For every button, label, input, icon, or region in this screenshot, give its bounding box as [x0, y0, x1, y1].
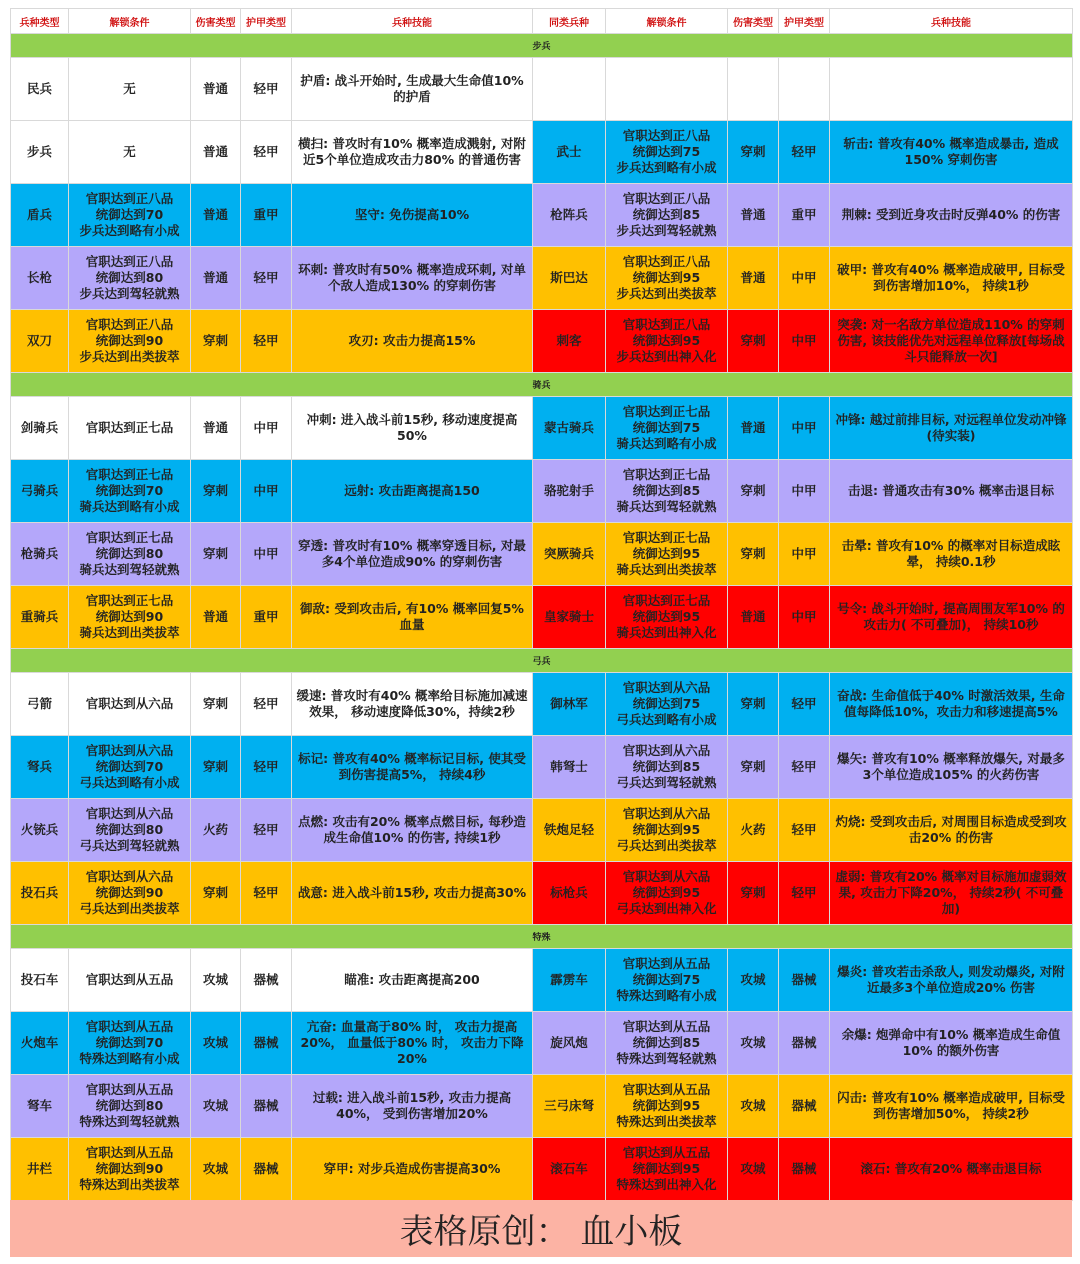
similar-unit-skill: 荆棘: 受到近身攻击时反弹40% 的伤害: [830, 184, 1073, 247]
unlock-condition-line: 统御达到70: [95, 482, 164, 498]
similar-damage-type: 普通: [728, 586, 779, 649]
unlock-condition-line: 官职达到正七品: [85, 592, 174, 608]
table-row: [11, 673, 1073, 736]
unlock-condition-line: 特殊达到驾轻就熟: [79, 1114, 180, 1130]
unlock-condition-line: 统御达到85: [632, 206, 701, 222]
unlock-condition-line: 弓兵达到略有小成: [616, 712, 717, 728]
unlock-condition-line: 官职达到正七品: [622, 529, 711, 545]
unit-name: 井栏: [11, 1138, 69, 1201]
table-row: [11, 397, 1073, 460]
header-row: [11, 9, 1073, 34]
unlock-condition-line: 官职达到从五品: [622, 1081, 711, 1097]
unlock-condition-line: 步兵达到驾轻就熟: [79, 286, 180, 302]
damage-type: 普通: [191, 184, 241, 247]
unlock-condition-line: 统御达到70: [95, 1034, 164, 1050]
similar-unit-name: [533, 58, 606, 121]
unlock-condition-line: 统御达到95: [632, 1097, 701, 1113]
unit-skill: 护盾: 战斗开始时, 生成最大生命值10%的护盾: [292, 58, 533, 121]
unit-table-container: [10, 8, 1072, 1201]
unlock-condition-line: 统御达到85: [632, 758, 701, 774]
unlock-condition-line: 骑兵达到出类拔萃: [79, 625, 180, 641]
unlock-condition-line: 统御达到95: [632, 269, 701, 285]
section-header-row: [11, 34, 1073, 58]
unlock-condition-line: 步兵达到略有小成: [79, 223, 180, 239]
unit-skill: 瞄准: 攻击距离提高200: [292, 949, 533, 1012]
similar-unit-name: 霹雳车: [533, 949, 606, 1012]
unlock-condition-line: 无: [123, 80, 136, 96]
unit-skill: 穿甲: 对步兵造成伤害提高30%: [292, 1138, 533, 1201]
unlock-condition-line: 官职达到正七品: [85, 466, 174, 482]
unlock-condition-line: 弓兵达到驾轻就熟: [616, 775, 717, 791]
similar-unlock-condition: [606, 58, 728, 121]
similar-unit-name: 骆驼射手: [533, 460, 606, 523]
unlock-condition-line: 统御达到90: [95, 608, 164, 624]
similar-armor-type: 器械: [779, 1138, 830, 1201]
header-armor-type: 护甲类型: [241, 9, 292, 34]
unit-skill: 亢奋: 血量高于80% 时， 攻击力提高20%， 血量低于80% 时， 攻击力下降20%: [292, 1012, 533, 1075]
similar-unlock-condition: [606, 247, 728, 310]
similar-unit-name: 刺客: [533, 310, 606, 373]
unit-skill: 横扫: 普攻时有10% 概率造成溅射, 对附近5个单位造成攻击力80% 的普通伤害: [292, 121, 533, 184]
similar-unit-name: 蒙古骑兵: [533, 397, 606, 460]
header-unit-skill: 兵种技能: [292, 9, 533, 34]
unit-skill: 坚守: 免伤提高10%: [292, 184, 533, 247]
unlock-condition-line: 骑兵达到出神入化: [616, 625, 717, 641]
similar-armor-type: 重甲: [779, 184, 830, 247]
similar-armor-type: 器械: [779, 1075, 830, 1138]
header-damage-type: 伤害类型: [191, 9, 241, 34]
similar-unit-name: 御林军: [533, 673, 606, 736]
unit-name: 弓箭: [11, 673, 69, 736]
similar-unit-name: 韩弩士: [533, 736, 606, 799]
unit-skill: 战意: 进入战斗前15秒, 攻击力提高30%: [292, 862, 533, 925]
table-row: [11, 184, 1073, 247]
table-row: [11, 247, 1073, 310]
unit-name: 重骑兵: [11, 586, 69, 649]
unlock-condition-line: 步兵达到略有小成: [616, 160, 717, 176]
similar-damage-type: [728, 58, 779, 121]
damage-type: 穿刺: [191, 736, 241, 799]
similar-armor-type: 中甲: [779, 460, 830, 523]
similar-unlock-condition: [606, 184, 728, 247]
similar-armor-type: 中甲: [779, 586, 830, 649]
similar-damage-type: 穿刺: [728, 862, 779, 925]
unlock-condition-line: 官职达到从六品: [622, 805, 711, 821]
similar-damage-type: 穿刺: [728, 736, 779, 799]
unlock-condition-line: 统御达到80: [95, 1097, 164, 1113]
damage-type: 普通: [191, 247, 241, 310]
similar-damage-type: 普通: [728, 184, 779, 247]
unlock-condition-line: 官职达到从五品: [622, 1144, 711, 1160]
armor-type: 轻甲: [241, 736, 292, 799]
unlock-condition-line: 官职达到正八品: [622, 253, 711, 269]
unit-skill: 标记: 普攻有40% 概率标记目标, 使其受到伤害提高5%， 持续4秒: [292, 736, 533, 799]
unlock-condition-line: 官职达到正七品: [622, 466, 711, 482]
unlock-condition-line: 无: [123, 143, 136, 159]
header-unlock-condition: 解锁条件: [69, 9, 191, 34]
unlock-condition-line: 官职达到从六品: [85, 695, 174, 711]
unit-name: 民兵: [11, 58, 69, 121]
section-title: 骑兵: [11, 373, 1073, 397]
unit-name: 双刀: [11, 310, 69, 373]
unit-skill: 点燃: 攻击有20% 概率点燃目标, 每秒造成生命值10% 的伤害, 持续1秒: [292, 799, 533, 862]
unit-skill: 攻刃: 攻击力提高15%: [292, 310, 533, 373]
unlock-condition-line: 特殊达到略有小成: [79, 1051, 180, 1067]
similar-unit-skill: 闪击: 普攻有10% 概率造成破甲, 目标受到伤害增加50%， 持续2秒: [830, 1075, 1073, 1138]
similar-unit-skill: 奋战: 生命值低于40% 时激活效果, 生命值每降低10%，攻击力和移速提高5%: [830, 673, 1073, 736]
section-title: 弓兵: [11, 649, 1073, 673]
unlock-condition-line: 官职达到正七品: [85, 529, 174, 545]
similar-unit-name: 铁炮足轻: [533, 799, 606, 862]
damage-type: 普通: [191, 586, 241, 649]
similar-unlock-condition: [606, 397, 728, 460]
table-row: [11, 460, 1073, 523]
similar-unit-skill: 余爆: 炮弹命中有10% 概率造成生命值10% 的额外伤害: [830, 1012, 1073, 1075]
table-row: [11, 523, 1073, 586]
unlock-condition-line: 骑兵达到驾轻就熟: [616, 499, 717, 515]
similar-damage-type: 穿刺: [728, 310, 779, 373]
similar-damage-type: 穿刺: [728, 460, 779, 523]
similar-armor-type: 轻甲: [779, 862, 830, 925]
unlock-condition-line: 统御达到95: [632, 884, 701, 900]
unlock-condition-line: 弓兵达到出类拔萃: [79, 901, 180, 917]
similar-armor-type: 器械: [779, 1012, 830, 1075]
unlock-condition: [69, 460, 191, 523]
unit-skill: 御敌: 受到攻击后, 有10% 概率回复5% 血量: [292, 586, 533, 649]
unlock-condition-line: 步兵达到出类拔萃: [616, 286, 717, 302]
similar-unit-name: 标枪兵: [533, 862, 606, 925]
unlock-condition-line: 官职达到正八品: [85, 190, 174, 206]
unlock-condition: [69, 310, 191, 373]
similar-armor-type: 中甲: [779, 247, 830, 310]
similar-unlock-condition: [606, 673, 728, 736]
unlock-condition-line: 弓兵达到驾轻就熟: [79, 838, 180, 854]
similar-unit-name: 斯巴达: [533, 247, 606, 310]
similar-armor-type: 轻甲: [779, 799, 830, 862]
similar-armor-type: [779, 58, 830, 121]
similar-unit-name: 滚石车: [533, 1138, 606, 1201]
unlock-condition-line: 骑兵达到驾轻就熟: [79, 562, 180, 578]
unlock-condition-line: 统御达到95: [632, 608, 701, 624]
section-header-row: [11, 649, 1073, 673]
unlock-condition-line: 官职达到正八品: [85, 316, 174, 332]
similar-unlock-condition: [606, 586, 728, 649]
similar-armor-type: 中甲: [779, 397, 830, 460]
damage-type: 普通: [191, 121, 241, 184]
damage-type: 穿刺: [191, 673, 241, 736]
header-damage-type-2: 伤害类型: [728, 9, 779, 34]
damage-type: 火药: [191, 799, 241, 862]
unlock-condition-line: 骑兵达到略有小成: [616, 436, 717, 452]
unit-table: [10, 8, 1073, 1201]
similar-unit-skill: 突袭: 对一名敌方单位造成110% 的穿刺伤害, 该技能优先对远程单位释放[每场战斗只能释放一次]: [830, 310, 1073, 373]
unlock-condition-line: 官职达到从六品: [622, 868, 711, 884]
unlock-condition-line: 特殊达到出神入化: [616, 1177, 717, 1193]
damage-type: 攻城: [191, 1012, 241, 1075]
table-row: [11, 310, 1073, 373]
table-body: [11, 34, 1073, 1201]
damage-type: 攻城: [191, 949, 241, 1012]
damage-type: 普通: [191, 397, 241, 460]
armor-type: 重甲: [241, 586, 292, 649]
similar-unit-name: 突厥骑兵: [533, 523, 606, 586]
unlock-condition: [69, 949, 191, 1012]
similar-unit-skill: 滚石: 普攻有20% 概率击退目标: [830, 1138, 1073, 1201]
similar-unlock-condition: [606, 1138, 728, 1201]
unlock-condition: [69, 58, 191, 121]
unlock-condition-line: 统御达到95: [632, 1160, 701, 1176]
unlock-condition-line: 特殊达到出类拔萃: [79, 1177, 180, 1193]
table-row: [11, 1138, 1073, 1201]
unlock-condition-line: 骑兵达到出类拔萃: [616, 562, 717, 578]
unlock-condition-line: 统御达到75: [632, 143, 701, 159]
table-row: [11, 799, 1073, 862]
unit-name: 投石兵: [11, 862, 69, 925]
armor-type: 轻甲: [241, 247, 292, 310]
similar-damage-type: 攻城: [728, 1012, 779, 1075]
unlock-condition-line: 官职达到正七品: [622, 592, 711, 608]
armor-type: 器械: [241, 1138, 292, 1201]
table-row: [11, 1075, 1073, 1138]
similar-unit-name: 旋风炮: [533, 1012, 606, 1075]
similar-damage-type: 攻城: [728, 949, 779, 1012]
unlock-condition-line: 统御达到95: [632, 821, 701, 837]
similar-damage-type: 攻城: [728, 1138, 779, 1201]
table-row: [11, 949, 1073, 1012]
similar-armor-type: 轻甲: [779, 673, 830, 736]
similar-damage-type: 普通: [728, 397, 779, 460]
unlock-condition-line: 统御达到70: [95, 758, 164, 774]
armor-type: 轻甲: [241, 58, 292, 121]
similar-unlock-condition: [606, 460, 728, 523]
damage-type: 普通: [191, 58, 241, 121]
unlock-condition-line: 统御达到70: [95, 206, 164, 222]
unlock-condition-line: 步兵达到出神入化: [616, 349, 717, 365]
similar-armor-type: 器械: [779, 949, 830, 1012]
unlock-condition-line: 统御达到90: [95, 332, 164, 348]
similar-unit-skill: 虚弱: 普攻有20% 概率对目标施加虚弱效果, 攻击力下降20%， 持续2秒( 不可叠加): [830, 862, 1073, 925]
unlock-condition-line: 特殊达到出类拔萃: [616, 1114, 717, 1130]
armor-type: 器械: [241, 1075, 292, 1138]
unit-name: 步兵: [11, 121, 69, 184]
table-row: [11, 862, 1073, 925]
similar-unlock-condition: [606, 523, 728, 586]
unlock-condition: [69, 121, 191, 184]
unit-name: 枪骑兵: [11, 523, 69, 586]
unlock-condition: [69, 673, 191, 736]
unit-name: 火铳兵: [11, 799, 69, 862]
unlock-condition: [69, 247, 191, 310]
armor-type: 器械: [241, 949, 292, 1012]
armor-type: 中甲: [241, 460, 292, 523]
unlock-condition: [69, 586, 191, 649]
unlock-condition-line: 统御达到85: [632, 1034, 701, 1050]
header-unit-skill-2: 兵种技能: [830, 9, 1073, 34]
unlock-condition-line: 官职达到正八品: [622, 127, 711, 143]
similar-unit-skill: 号令: 战斗开始时, 提高周围友军10% 的攻击力( 不可叠加)， 持续10秒: [830, 586, 1073, 649]
unit-skill: 冲刺: 进入战斗前15秒, 移动速度提高50%: [292, 397, 533, 460]
unlock-condition: [69, 1012, 191, 1075]
unlock-condition-line: 官职达到从五品: [622, 955, 711, 971]
unlock-condition-line: 官职达到从五品: [85, 1081, 174, 1097]
damage-type: 攻城: [191, 1075, 241, 1138]
unlock-condition: [69, 799, 191, 862]
unlock-condition-line: 特殊达到略有小成: [616, 988, 717, 1004]
similar-unlock-condition: [606, 949, 728, 1012]
unlock-condition-line: 弓兵达到出神入化: [616, 901, 717, 917]
similar-unit-skill: [830, 58, 1073, 121]
similar-damage-type: 普通: [728, 247, 779, 310]
unlock-condition: [69, 523, 191, 586]
unlock-condition-line: 步兵达到出类拔萃: [79, 349, 180, 365]
unlock-condition-line: 统御达到85: [632, 482, 701, 498]
similar-unit-skill: 冲锋: 越过前排目标, 对远程单位发动冲锋(待实装): [830, 397, 1073, 460]
similar-damage-type: 穿刺: [728, 523, 779, 586]
similar-unit-skill: 破甲: 普攻有40% 概率造成破甲, 目标受到伤害增加10%， 持续1秒: [830, 247, 1073, 310]
table-row: [11, 1012, 1073, 1075]
unlock-condition-line: 官职达到从六品: [85, 742, 174, 758]
armor-type: 轻甲: [241, 799, 292, 862]
unlock-condition-line: 统御达到95: [632, 545, 701, 561]
section-title: 特殊: [11, 925, 1073, 949]
unlock-condition-line: 统御达到80: [95, 821, 164, 837]
unlock-condition-line: 官职达到正八品: [85, 253, 174, 269]
unlock-condition-line: 骑兵达到略有小成: [79, 499, 180, 515]
similar-unit-name: 武士: [533, 121, 606, 184]
similar-unit-skill: 击退: 普通攻击有30% 概率击退目标: [830, 460, 1073, 523]
section-header-row: [11, 373, 1073, 397]
unlock-condition-line: 官职达到从六品: [622, 679, 711, 695]
armor-type: 轻甲: [241, 121, 292, 184]
damage-type: 穿刺: [191, 862, 241, 925]
similar-unlock-condition: [606, 736, 728, 799]
footer-credit: 表格原创： 血小板: [10, 1200, 1072, 1257]
similar-unlock-condition: [606, 1012, 728, 1075]
similar-unlock-condition: [606, 310, 728, 373]
unlock-condition-line: 步兵达到驾轻就熟: [616, 223, 717, 239]
unlock-condition-line: 官职达到正七品: [622, 403, 711, 419]
armor-type: 器械: [241, 1012, 292, 1075]
armor-type: 轻甲: [241, 673, 292, 736]
damage-type: 攻城: [191, 1138, 241, 1201]
unlock-condition-line: 统御达到90: [95, 884, 164, 900]
unlock-condition-line: 官职达到正七品: [85, 419, 174, 435]
section-header-row: [11, 925, 1073, 949]
unit-name: 弩车: [11, 1075, 69, 1138]
unlock-condition-line: 统御达到80: [95, 545, 164, 561]
unlock-condition-line: 官职达到从五品: [85, 971, 174, 987]
similar-unit-skill: 击晕: 普攻有10% 的概率对目标造成眩晕， 持续0.1秒: [830, 523, 1073, 586]
armor-type: 中甲: [241, 523, 292, 586]
unit-name: 弩兵: [11, 736, 69, 799]
similar-unit-skill: 灼烧: 受到攻击后, 对周围目标造成受到攻击20% 的伤害: [830, 799, 1073, 862]
similar-damage-type: 火药: [728, 799, 779, 862]
unlock-condition-line: 官职达到正八品: [622, 316, 711, 332]
armor-type: 轻甲: [241, 310, 292, 373]
unit-skill: 穿透: 普攻时有10% 概率穿透目标, 对最多4个单位造成90% 的穿刺伤害: [292, 523, 533, 586]
table-row: [11, 736, 1073, 799]
unlock-condition-line: 特殊达到驾轻就熟: [616, 1051, 717, 1067]
unlock-condition: [69, 1075, 191, 1138]
unit-name: 火炮车: [11, 1012, 69, 1075]
similar-unlock-condition: [606, 862, 728, 925]
unlock-condition-line: 官职达到从五品: [85, 1144, 174, 1160]
similar-damage-type: 穿刺: [728, 121, 779, 184]
unlock-condition-line: 统御达到80: [95, 269, 164, 285]
header-similar-unit: 同类兵种: [533, 9, 606, 34]
armor-type: 轻甲: [241, 862, 292, 925]
unit-skill: 过载: 进入战斗前15秒, 攻击力提高40%， 受到伤害增加20%: [292, 1075, 533, 1138]
unlock-condition-line: 官职达到从六品: [85, 868, 174, 884]
similar-unit-skill: 爆炎: 普攻若击杀敌人, 则发动爆炎, 对附近最多3个单位造成20% 伤害: [830, 949, 1073, 1012]
similar-armor-type: 中甲: [779, 310, 830, 373]
similar-unit-skill: 斩击: 普攻有40% 概率造成暴击, 造成150% 穿刺伤害: [830, 121, 1073, 184]
damage-type: 穿刺: [191, 310, 241, 373]
unit-name: 弓骑兵: [11, 460, 69, 523]
unit-name: 投石车: [11, 949, 69, 1012]
unlock-condition-line: 官职达到正八品: [622, 190, 711, 206]
unit-name: 长枪: [11, 247, 69, 310]
unlock-condition-line: 官职达到从五品: [85, 1018, 174, 1034]
unlock-condition-line: 统御达到95: [632, 332, 701, 348]
similar-armor-type: 轻甲: [779, 736, 830, 799]
similar-unlock-condition: [606, 121, 728, 184]
table-row: [11, 586, 1073, 649]
similar-armor-type: 轻甲: [779, 121, 830, 184]
unlock-condition-line: 弓兵达到出类拔萃: [616, 838, 717, 854]
similar-unlock-condition: [606, 1075, 728, 1138]
unlock-condition-line: 官职达到从六品: [85, 805, 174, 821]
unlock-condition: [69, 736, 191, 799]
unit-skill: 环刺: 普攻时有50% 概率造成环刺, 对单个敌人造成130% 的穿刺伤害: [292, 247, 533, 310]
unlock-condition-line: 官职达到从五品: [622, 1018, 711, 1034]
similar-unit-name: 枪阵兵: [533, 184, 606, 247]
unlock-condition: [69, 1138, 191, 1201]
similar-armor-type: 中甲: [779, 523, 830, 586]
table-row: [11, 121, 1073, 184]
damage-type: 穿刺: [191, 523, 241, 586]
unlock-condition: [69, 862, 191, 925]
similar-unit-name: 皇家骑士: [533, 586, 606, 649]
unlock-condition-line: 统御达到90: [95, 1160, 164, 1176]
section-title: 步兵: [11, 34, 1073, 58]
armor-type: 中甲: [241, 397, 292, 460]
armor-type: 重甲: [241, 184, 292, 247]
header-unit-type: 兵种类型: [11, 9, 69, 34]
similar-unit-name: 三弓床弩: [533, 1075, 606, 1138]
unit-name: 剑骑兵: [11, 397, 69, 460]
unit-skill: 缓速: 普攻时有40% 概率给目标施加减速效果， 移动速度降低30%，持续2秒: [292, 673, 533, 736]
unlock-condition-line: 统御达到75: [632, 695, 701, 711]
unit-name: 盾兵: [11, 184, 69, 247]
similar-unlock-condition: [606, 799, 728, 862]
similar-damage-type: 穿刺: [728, 673, 779, 736]
unlock-condition-line: 统御达到75: [632, 419, 701, 435]
header-armor-type-2: 护甲类型: [779, 9, 830, 34]
unlock-condition-line: 统御达到75: [632, 971, 701, 987]
unlock-condition: [69, 397, 191, 460]
damage-type: 穿刺: [191, 460, 241, 523]
unlock-condition: [69, 184, 191, 247]
unlock-condition-line: 官职达到从六品: [622, 742, 711, 758]
unit-skill: 远射: 攻击距离提高150: [292, 460, 533, 523]
table-row: [11, 58, 1073, 121]
similar-damage-type: 攻城: [728, 1075, 779, 1138]
similar-unit-skill: 爆矢: 普攻有10% 概率释放爆矢, 对最多3个单位造成105% 的火药伤害: [830, 736, 1073, 799]
header-unlock-condition-2: 解锁条件: [606, 9, 728, 34]
unlock-condition-line: 弓兵达到略有小成: [79, 775, 180, 791]
